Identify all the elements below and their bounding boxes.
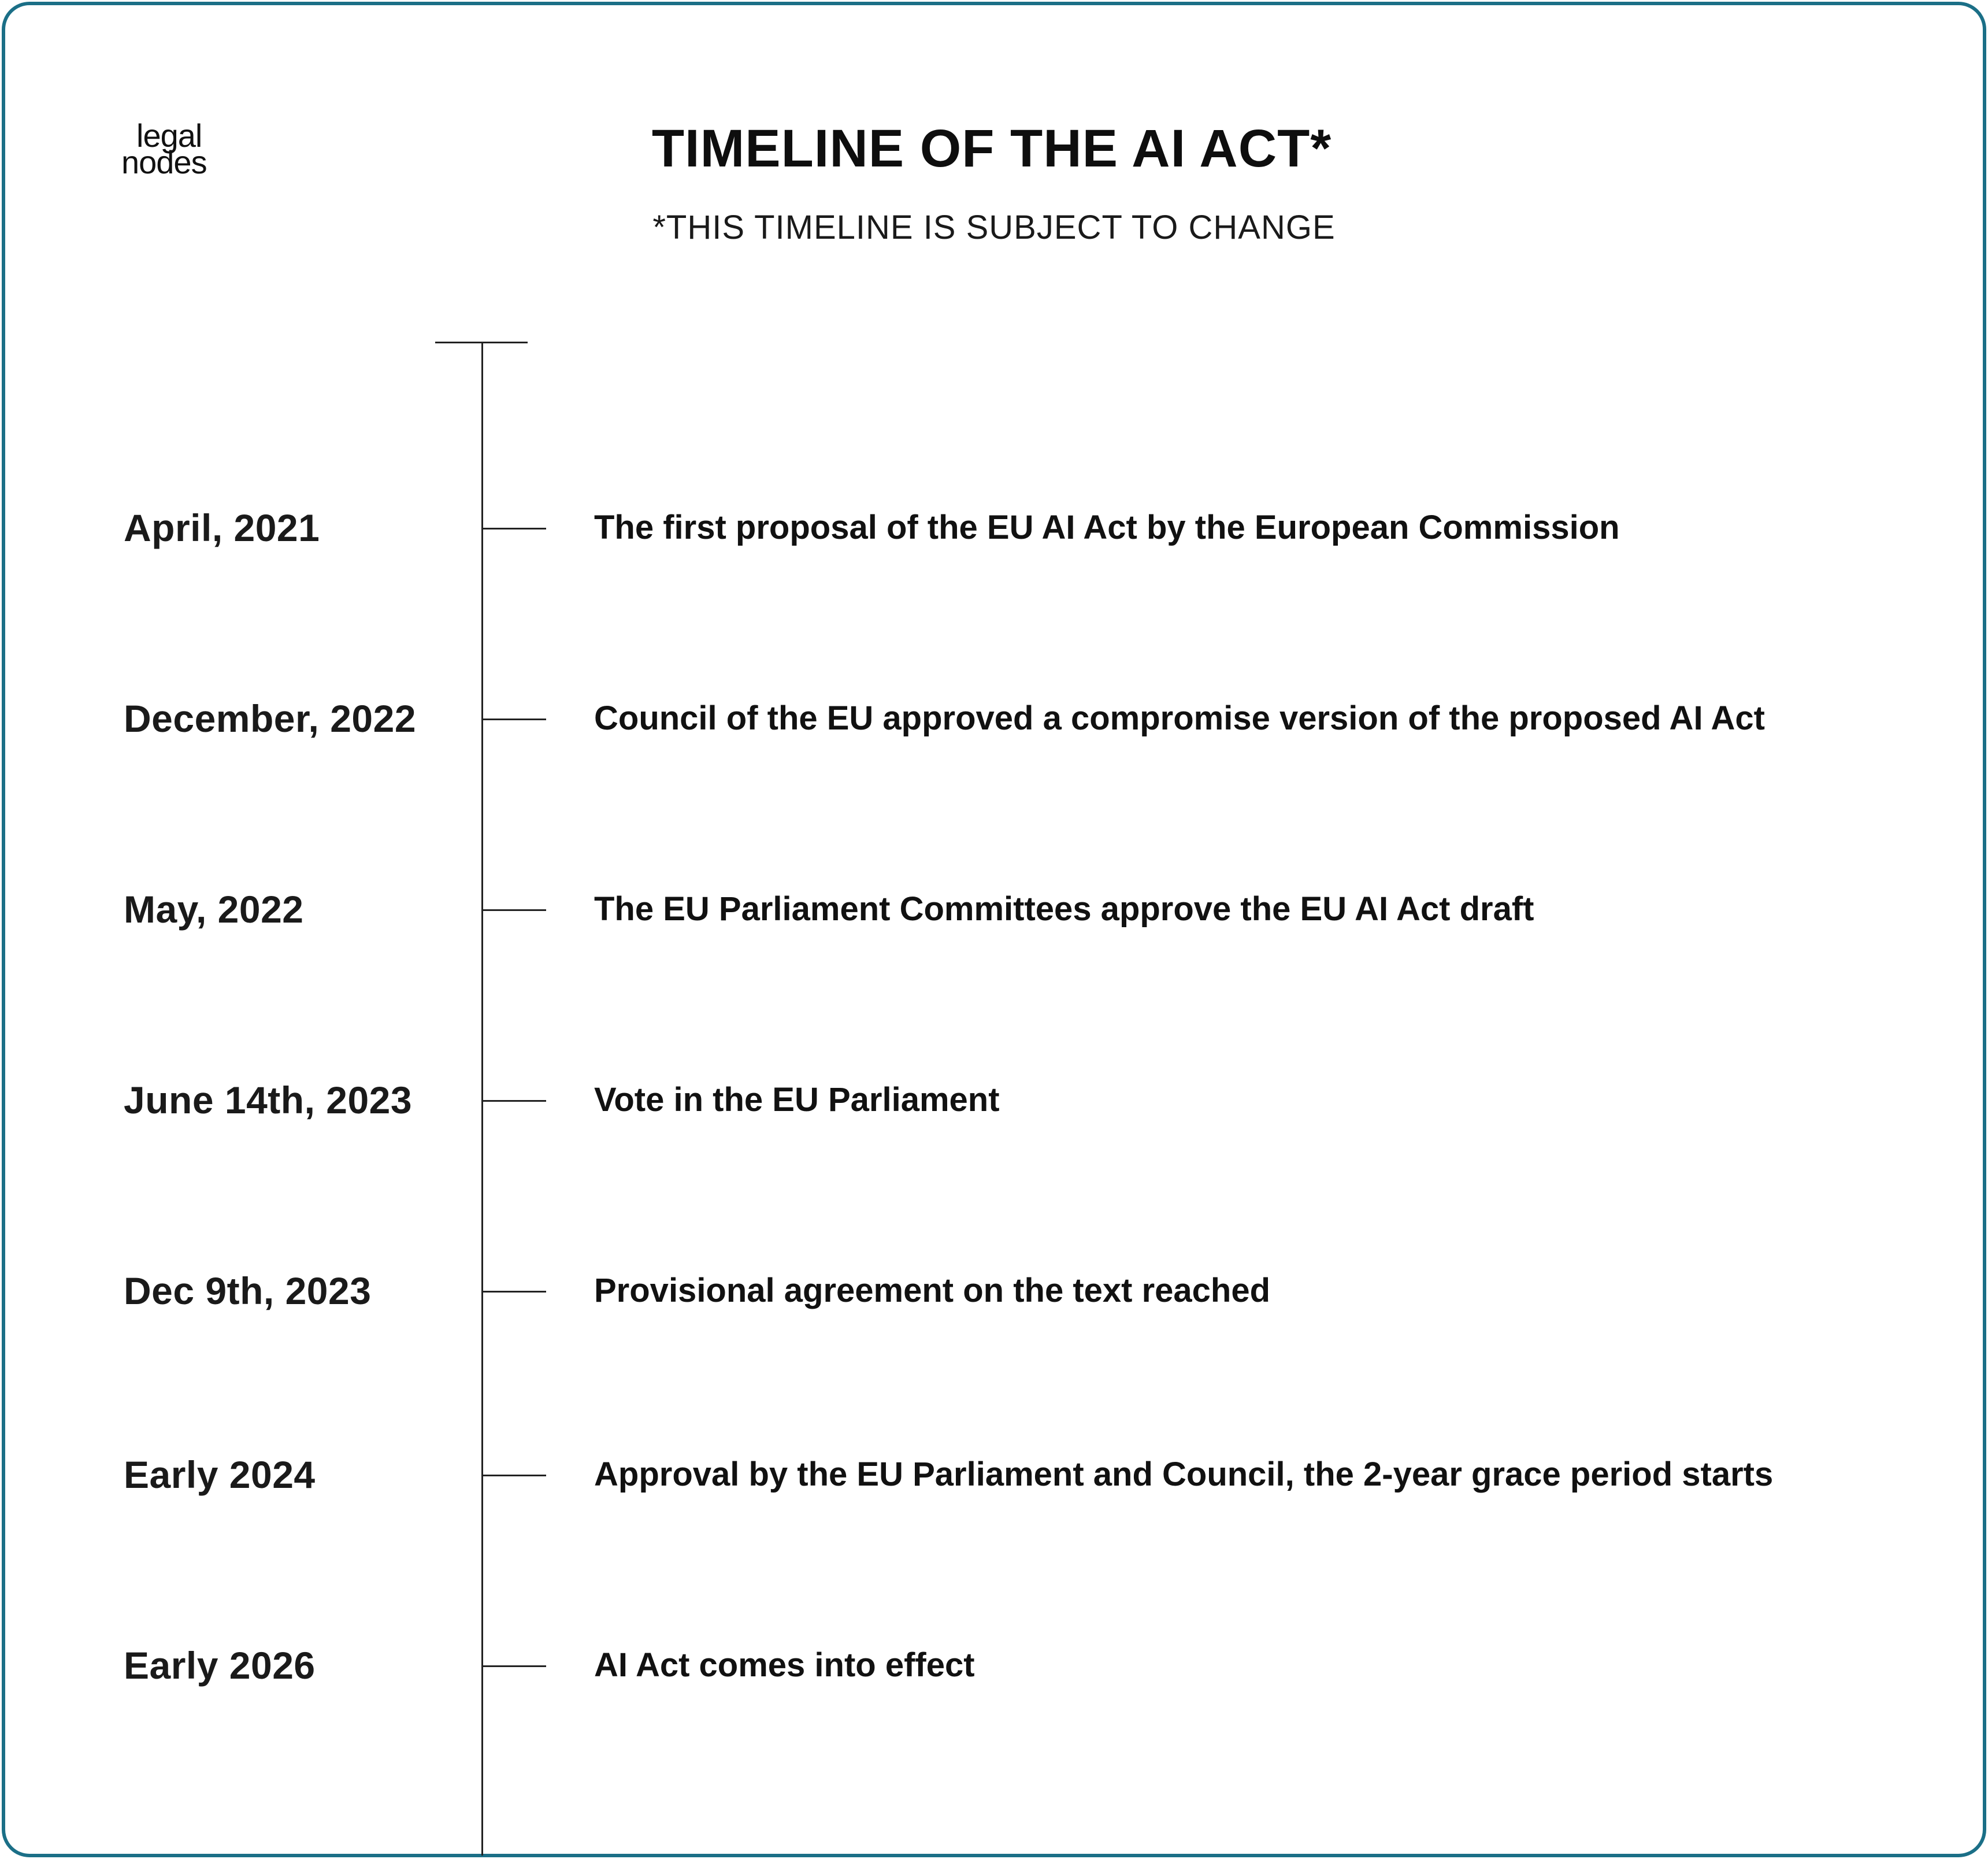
event-description: AI Act comes into effect [594,1646,975,1684]
event-date: April, 2021 [124,506,320,549]
logo-line-2: nodes [121,144,207,180]
event-description: The EU Parliament Committees approve the EU AI Act draft [594,890,1534,928]
event-date: May, 2022 [124,888,304,931]
event-tick [483,528,546,529]
event-description: Council of the EU approved a compromise version of the proposed AI Act [594,699,1765,737]
event-tick [483,1291,546,1293]
event-date: June 14th, 2023 [124,1079,413,1121]
event-tick [483,1100,546,1102]
event-description: The first proposal of the EU AI Act by the European Commission [594,509,1620,546]
event-date: Dec 9th, 2023 [124,1269,372,1312]
event-date: December, 2022 [124,697,417,740]
event-description: Approval by the EU Parliament and Council, the 2-year grace period starts [594,1456,1774,1493]
event-tick [483,1475,546,1476]
event-tick [483,1665,546,1667]
event-date: Early 2026 [124,1644,316,1687]
event-date: Early 2024 [124,1453,316,1496]
timeline-axis [481,342,483,1856]
event-tick [483,719,546,720]
event-description: Provisional agreement on the text reached [594,1272,1271,1309]
page-subtitle: *THIS TIMELINE IS SUBJECT TO CHANGE [652,209,1336,246]
event-description: Vote in the EU Parliament [594,1081,1000,1119]
page-title: TIMELINE OF THE AI ACT* [651,119,1332,178]
logo-line-1: legal [136,117,202,154]
event-tick [483,909,546,911]
